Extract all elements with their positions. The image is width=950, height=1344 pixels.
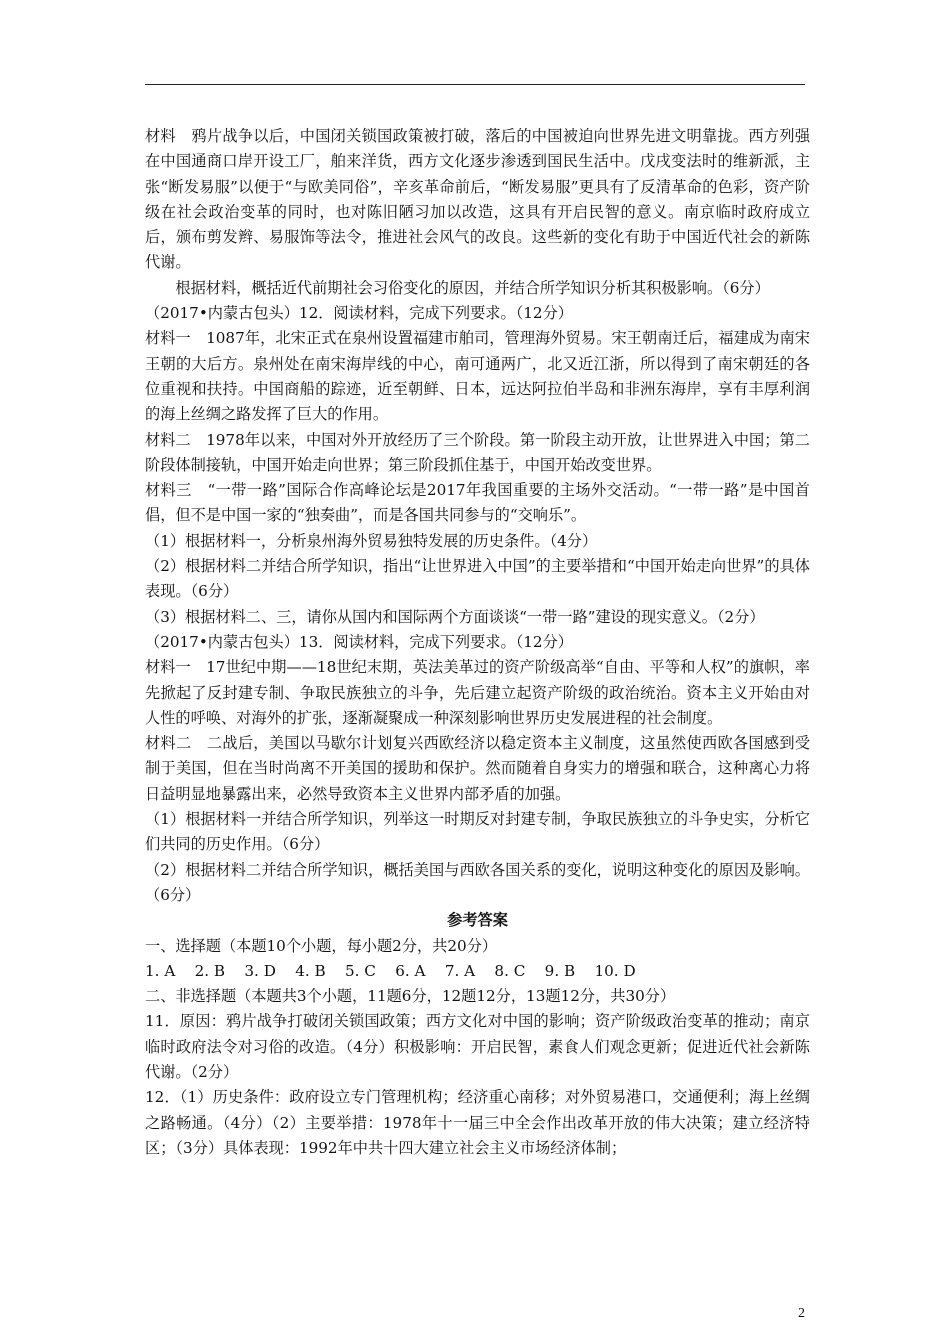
question-title: （2017•内蒙古包头）12．阅读材料，完成下列要求。（12分）: [145, 304, 573, 323]
material-paragraph: 材料一 17世纪中期——18世纪末期，英法美革过的资产阶级高举“自由、平等和人权”的旗帜，率先掀起了反封建专制、争取民族独立的斗争，先后建立起资产阶级的政治统治。资本主义开始由对人性的呼唤、对海外的扩张，逐渐凝聚成一种深刻影响世界历史发展进程的社会制度。: [145, 658, 810, 727]
material-paragraph: 材料三 “一带一路”国际合作高峰论坛是2017年我国重要的主场外交活动。“一带一路”是中国首倡，但不是中国一家的“独奏曲”，而是各国共同参与的“交响乐”。: [145, 481, 810, 525]
sub-question: （1）根据材料一并结合所学知识，列举这一时期反对封建专制，争取民族独立的斗争史实，分析它们共同的历史作用。（6分）: [145, 810, 810, 854]
sub-question: （2）根据材料二并结合所学知识，指出“让世界进入中国”的主要举措和“中国开始走向世界”的具体表现。（6分）: [145, 557, 810, 601]
answer-heading: 参考答案: [447, 911, 508, 930]
sub-question: （3）根据材料二、三，请你从国内和国际两个方面谈谈“一带一路”建设的现实意义。（2分）: [145, 607, 765, 626]
question-prompt: 根据材料，概括近代前期社会习俗变化的原因，并结合所学知识分析其积极影响。（6分）: [175, 278, 770, 297]
sub-question: （2）根据材料二并结合所学知识，概括美国与西欧各国关系的变化，说明这种变化的原因及影响。（6分）: [145, 860, 810, 904]
answer-section-title: 一、选择题（本题10个小题，每小题2分，共20分）: [145, 936, 498, 955]
sub-question: （1）根据材料一，分析泉州海外贸易独特发展的历史条件。（4分）: [145, 531, 598, 550]
material-paragraph: 材料 鸦片战争以后，中国闭关锁国政策被打破，落后的中国被迫向世界先进文明靠拢。西方列强在中国通商口岸开设工厂，舶来洋货，西方文化逐步渗透到国民生活中。戊戌变法时的维新派，主张“断发易服”以便于“与欧美同俗”，辛亥革命前后，“断发易服”更具有了反清革命的色彩，资产阶级在社会政治变革的同时，也对陈旧陋习加以改造，这具有开启民智的意义。南京临时政府成立后，颁布剪发辫、易服饰等法令，推进社会风气的改良。这些新的变化有助于中国近代社会的新陈代谢。: [145, 127, 810, 272]
material-paragraph: 材料二 1978年以来，中国对外开放经历了三个阶段。第一阶段主动开放，让世界进入中国；第二阶段体制接轨，中国开始走向世界；第三阶段抓住基于，中国开始改变世界。: [145, 430, 810, 474]
question-title: （2017•内蒙古包头）13．阅读材料，完成下列要求。（12分）: [145, 632, 573, 651]
answer-key-row: 1. A 2. B 3. D 4. B 5. C 6. A 7. A 8. C 9. B 10. D: [145, 961, 636, 980]
answer-paragraph: 11．原因：鸦片战争打破闭关锁国政策；西方文化对中国的影响；资产阶级政治变革的推动；南京临时政府法令对习俗的改造。（4分）积极影响：开启民智，素食人们观念更新；促进近代社会新陈代谢。（2分）: [145, 1012, 810, 1081]
page-number: 2: [798, 1306, 805, 1321]
header-rule: [145, 84, 805, 85]
answer-section-title: 二、非选择题（本题共3个小题，11题6分，12题12分，13题12分，共30分）: [145, 987, 676, 1006]
material-paragraph: 材料一 1087年，北宋正式在泉州设置福建市舶司，管理海外贸易。宋王朝南迁后，福建成为南宋王朝的大后方。泉州处在南宋海岸线的中心，南可通两广，北又近江浙，所以得到了南宋朝廷的各位重视和扶持。中国商船的踪迹，近至朝鲜、日本，远达阿拉伯半岛和非洲东海岸，享有丰厚利润的海上丝绸之路发挥了巨大的作用。: [145, 329, 810, 424]
material-paragraph: 材料二 二战后，美国以马歇尔计划复兴西欧经济以稳定资本主义制度，这虽然使西欧各国感到受制于美国，但在当时尚离不开美国的援助和保护。然而随着自身实力的增强和联合，这种离心力将日益明显地暴露出来，必然导致资本主义世界内部矛盾的加强。: [145, 734, 810, 803]
page-content: [145, 124, 810, 1161]
answer-paragraph: 12．（1）历史条件：政府设立专门管理机构；经济重心南移；对外贸易港口，交通便利；海上丝绸之路畅通。（4分）（2）主要举措：1978年十一届三中全会作出改革开放的伟大决策；建立经济特区；（3分）具体表现：1992年中共十四大建立社会主义市场经济体制；: [145, 1088, 810, 1157]
